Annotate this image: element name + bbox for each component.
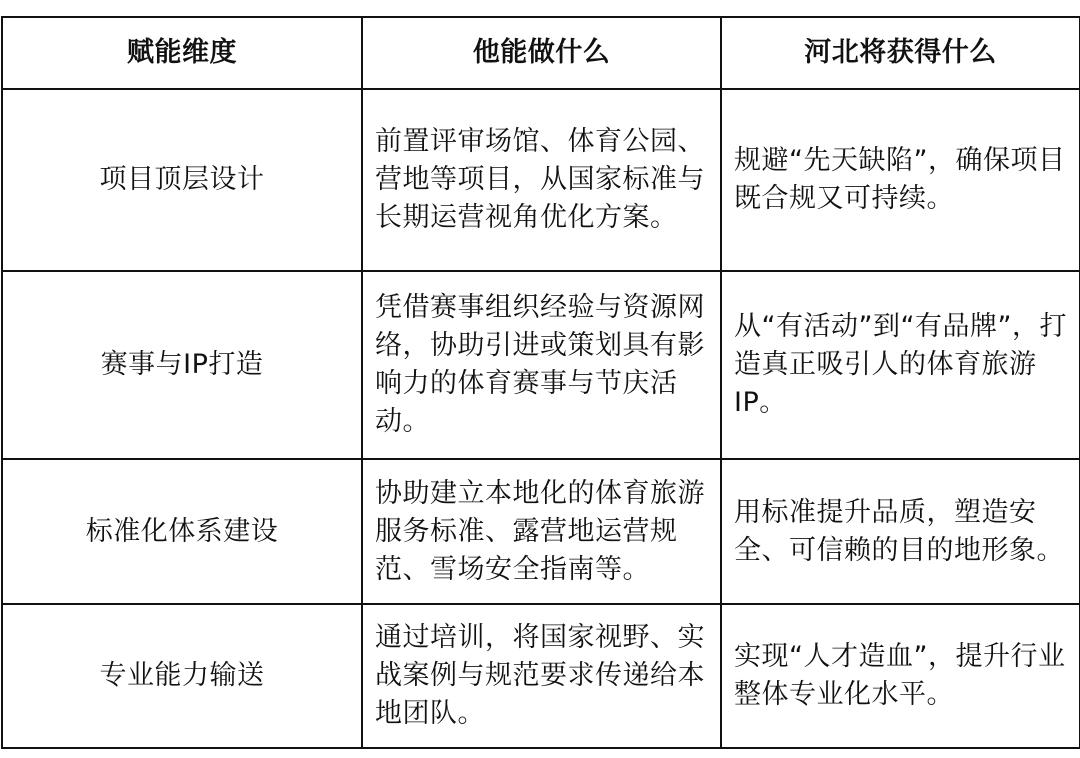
row-dimension: 项目顶层设计: [2, 89, 362, 271]
row-gain: 用标准提升品质，塑造安全、可信赖的目的地形象。: [721, 459, 1080, 604]
table-wrapper: [0, 16, 1080, 749]
header-gain: 河北将获得什么: [721, 17, 1080, 89]
row-dimension: 赛事与IP打造: [2, 271, 362, 459]
empowerment-table: [1, 16, 1080, 749]
row-what: 协助建立本地化的体育旅游服务标准、露营地运营规范、雪场安全指南等。: [362, 459, 721, 604]
table-row: [2, 459, 1080, 604]
row-dimension: 标准化体系建设: [2, 459, 362, 604]
table-row: [2, 271, 1080, 459]
table-header-row: [2, 17, 1080, 89]
row-gain: 实现“人才造血”，提升行业整体专业化水平。: [721, 604, 1080, 748]
row-what: 凭借赛事组织经验与资源网络，协助引进或策划具有影响力的体育赛事与节庆活动。: [362, 271, 721, 459]
row-gain: 从“有活动”到“有品牌”，打造真正吸引人的体育旅游IP。: [721, 271, 1080, 459]
row-gain: 规避“先天缺陷”，确保项目既合规又可持续。: [721, 89, 1080, 271]
row-what: 通过培训，将国家视野、实战案例与规范要求传递给本地团队。: [362, 604, 721, 748]
table-row: [2, 89, 1080, 271]
header-what: 他能做什么: [362, 17, 721, 89]
row-what: 前置评审场馆、体育公园、营地等项目，从国家标准与长期运营视角优化方案。: [362, 89, 721, 271]
row-dimension: 专业能力输送: [2, 604, 362, 748]
header-dimension: 赋能维度: [2, 17, 362, 89]
table-row: [2, 604, 1080, 748]
